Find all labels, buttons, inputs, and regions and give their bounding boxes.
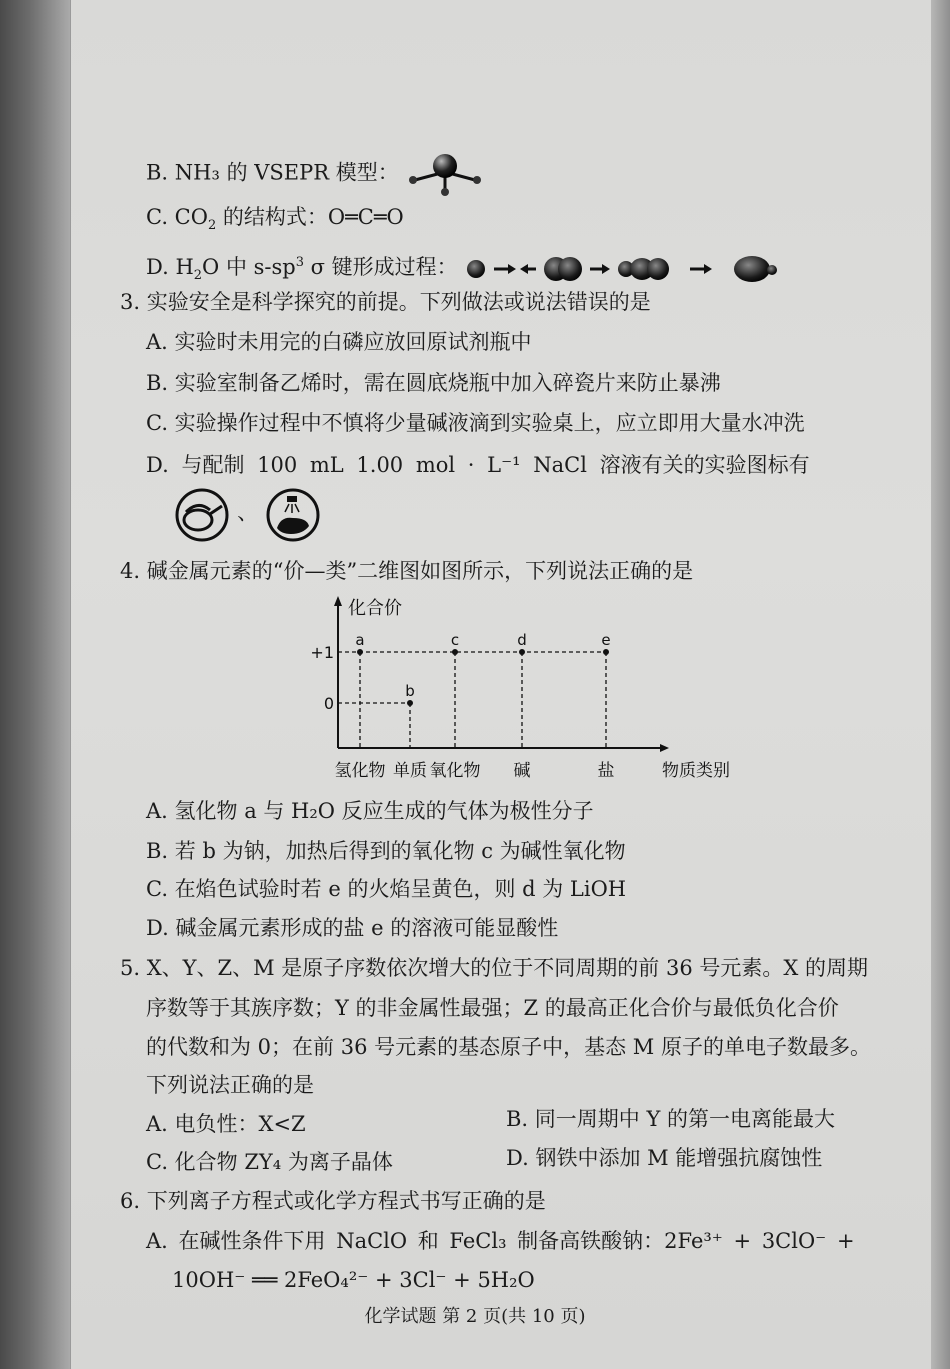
q3-option-b: B. 实验室制备乙烯时，需在圆底烧瓶中加入碎瓷片来防止暴沸 bbox=[146, 371, 721, 395]
x-tick-label: 单质 bbox=[393, 761, 427, 781]
page-footer: 化学试题 第 2 页(共 10 页) bbox=[364, 1306, 586, 1327]
q3-option-d: D. 与配制 100 mL 1.00 mol · L⁻¹ NaCl 溶液有关的实验图标有 bbox=[146, 453, 810, 477]
data-point-label: e bbox=[601, 631, 611, 649]
data-point bbox=[357, 649, 363, 655]
data-point bbox=[407, 700, 413, 706]
wash-hands-icon bbox=[263, 488, 323, 542]
data-point-label: a bbox=[355, 631, 365, 649]
q5-option-d: D. 钢铁中添加 M 能增强抗腐蚀性 bbox=[506, 1146, 823, 1170]
x-tick-label: 碱 bbox=[513, 761, 531, 781]
q5-option-b: B. 同一周期中 Y 的第一电离能最大 bbox=[506, 1107, 835, 1131]
y-tick-label: 0 bbox=[323, 694, 334, 713]
heating-warning-icon bbox=[172, 488, 232, 542]
q2-option-d-mid: O 中 s-sp bbox=[202, 255, 296, 279]
q4-option-a: A. 氢化物 a 与 H₂O 反应生成的气体为极性分子 bbox=[146, 799, 594, 823]
q5-stem-line-3: 的代数和为 0；在前 36 号元素的基态原子中，基态 M 原子的单电子数最多。 bbox=[146, 1035, 871, 1059]
q2-option-c: C. $CO_2$ 的结构式：O═C═O bbox=[146, 205, 404, 234]
y-axis-label: 化合价 bbox=[348, 598, 402, 619]
q2-option-d-suffix: σ 键形成过程： bbox=[304, 255, 458, 279]
y-tick-label: +1 bbox=[310, 643, 334, 662]
q4-option-b: B. 若 b 为钠，加热后得到的氧化物 c 为碱性氧化物 bbox=[146, 839, 626, 863]
q3-option-a: A. 实验时未用完的白磷应放回原试剂瓶中 bbox=[146, 330, 532, 354]
x-axis-arrow bbox=[660, 744, 669, 752]
q2-option-d: D. $H_2O$ 中 $s-sp^3$ σ 键形成过程： bbox=[146, 248, 794, 291]
q2-option-b-text: B. NH₃ 的 VSEPR 模型： bbox=[146, 160, 399, 185]
q3-option-c: C. 实验操作过程中不慎将少量碱液滴到实验桌上，应立即用大量水冲洗 bbox=[146, 411, 805, 435]
q3-stem: 3. 实验安全是科学探究的前提。下列做法或说法错误的是 bbox=[120, 290, 651, 314]
q5-stem-line-1: 5. X、Y、Z、M 是原子序数依次增大的位于不同周期的前 36 号元素。X 的周期 bbox=[120, 956, 868, 980]
q5-stem-line-2: 序数等于其族序数；Y 的非金属性最强；Z 的最高正化合价与最低负化合价 bbox=[146, 996, 839, 1020]
q2-option-c-prefix: C. CO bbox=[146, 205, 208, 229]
data-point bbox=[452, 649, 458, 655]
q3-lab-icons bbox=[172, 488, 323, 542]
data-point-label: d bbox=[517, 631, 527, 649]
valence-category-chart bbox=[300, 588, 730, 788]
q5-option-a: A. 电负性：X<Z bbox=[146, 1112, 306, 1136]
q6-option-a-line-2: 10OH⁻ ══ 2FeO₄²⁻ + 3Cl⁻ + 5H₂O bbox=[172, 1268, 535, 1292]
q4-stem: 4. 碱金属元素的“价—类”二维图如图所示，下列说法正确的是 bbox=[120, 559, 694, 583]
q6-stem: 6. 下列离子方程式或化学方程式书写正确的是 bbox=[120, 1189, 546, 1213]
orbital-overlap-process-icon bbox=[464, 254, 794, 284]
data-point bbox=[519, 649, 525, 655]
q4-option-d: D. 碱金属元素形成的盐 e 的溶液可能显酸性 bbox=[146, 916, 559, 940]
x-tick-label: 氧化物 bbox=[429, 761, 481, 781]
q3-icon-separator: 、 bbox=[237, 500, 259, 525]
y-axis-arrow bbox=[334, 596, 342, 606]
nh3-vsepr-model-icon bbox=[405, 150, 485, 198]
data-point-label: c bbox=[450, 631, 460, 649]
q6-option-a-line-1: A. 在碱性条件下用 NaClO 和 FeCl₃ 制备高铁酸钠：2Fe³⁺ + 3ClO⁻ + bbox=[146, 1229, 855, 1253]
data-point bbox=[603, 649, 609, 655]
q2-option-c-suffix: 的结构式：O═C═O bbox=[216, 205, 404, 229]
x-tick-label: 氢化物 bbox=[334, 761, 386, 781]
x-tick-label: 盐 bbox=[597, 761, 615, 781]
q2-option-b bbox=[146, 150, 485, 198]
x-axis-label: 物质类别 bbox=[662, 761, 730, 781]
q4-option-c: C. 在焰色试验时若 e 的火焰呈黄色，则 d 为 LiOH bbox=[146, 877, 627, 901]
q5-option-c: C. 化合物 ZY₄ 为离子晶体 bbox=[146, 1150, 393, 1174]
data-point-label: b bbox=[405, 682, 415, 700]
q2-option-d-prefix: D. H bbox=[146, 255, 194, 279]
q5-stem-line-4: 下列说法正确的是 bbox=[146, 1073, 314, 1097]
